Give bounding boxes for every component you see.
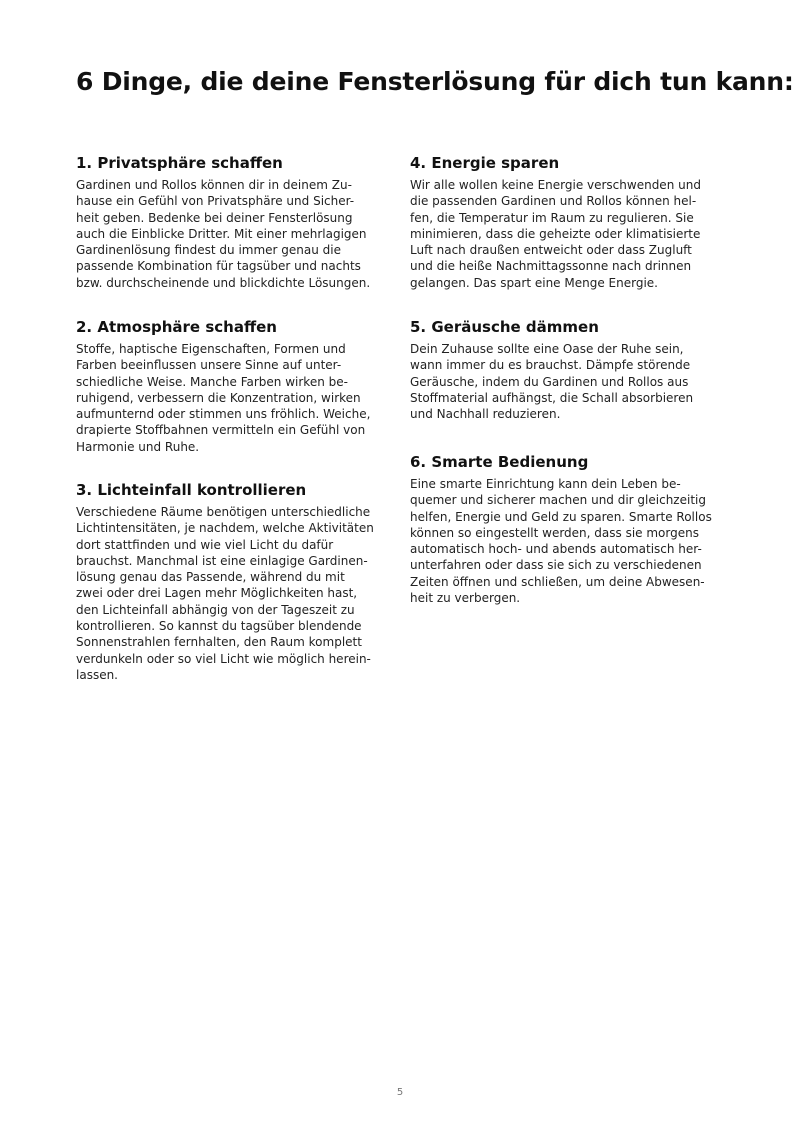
section-heading: 5. Geräusche dämmen <box>410 318 599 336</box>
body-line: gelangen. Das spart eine Menge Energie. <box>410 275 658 290</box>
section-body <box>410 476 730 606</box>
body-line: automatisch hoch- und abends automatisch her- <box>410 542 702 557</box>
body-line: Gardinenlösung findest du immer genau die <box>76 243 342 258</box>
body-line: Dein Zuhause sollte eine Oase der Ruhe sein, <box>410 342 684 356</box>
section-privatsphaere <box>76 153 396 291</box>
section-body <box>76 341 396 455</box>
section-heading: 1. Privatsphäre schaffen <box>76 154 283 172</box>
section-smarte-bedienung <box>410 452 730 606</box>
section-body <box>76 177 396 291</box>
body-line: können so eingestellt werden, dass sie morgens <box>410 525 699 540</box>
body-line: Zeiten öffnen und schließen, um deine Abwesen- <box>410 574 705 589</box>
body-line: und Nachhall reduzieren. <box>410 407 561 422</box>
section-energie <box>410 153 730 291</box>
section-body <box>76 504 396 683</box>
body-line: Gardinen und Rollos können dir in deinem Zu- <box>76 178 352 192</box>
body-line: Geräusche, indem du Gardinen und Rollos aus <box>410 374 689 389</box>
body-line: lassen. <box>76 667 118 682</box>
body-line: und die heiße Nachmittagssonne nach drinnen <box>410 259 692 274</box>
body-line: verdunkeln oder so viel Licht wie möglich herein- <box>76 651 371 666</box>
body-line: Eine smarte Einrichtung kann dein Leben be- <box>410 477 681 491</box>
body-line: lösung genau das Passende, während du mit <box>76 570 345 585</box>
body-line: fen, die Temperatur im Raum zu regulieren. Sie <box>410 210 694 225</box>
section-lichteinfall <box>76 480 396 683</box>
body-line: ruhigend, verbessern die Konzentration, wirken <box>76 390 361 405</box>
body-line: aufmunternd oder stimmen uns fröhlich. Weiche, <box>76 407 371 422</box>
body-line: Stoffmaterial aufhängst, die Schall absorbieren <box>410 390 694 405</box>
body-line: Verschiedene Räume benötigen unterschiedliche <box>76 505 371 519</box>
section-heading: 2. Atmosphäre schaffen <box>76 318 277 336</box>
body-line: heit zu verbergen. <box>410 591 521 606</box>
body-line: auch die Einblicke Dritter. Mit einer mehrlagigen <box>76 226 367 241</box>
body-line: Lichtintensitäten, je nachdem, welche Aktivitäten <box>76 521 374 536</box>
body-line: heit geben. Bedenke bei deiner Fensterlösung <box>76 210 353 225</box>
body-line: zwei oder drei Lagen mehr Möglichkeiten hast, <box>76 586 358 601</box>
body-line: die passenden Gardinen und Rollos können hel- <box>410 194 697 209</box>
body-line: passende Kombination für tagsüber und nachts <box>76 259 361 274</box>
body-line: bzw. durchscheinende und blickdichte Lösungen. <box>76 275 371 290</box>
section-heading: 6. Smarte Bedienung <box>410 453 589 471</box>
section-heading: 4. Energie sparen <box>410 154 560 172</box>
body-line: dort stattfinden und wie viel Licht du dafür <box>76 537 334 552</box>
section-body <box>410 341 730 422</box>
body-line: drapierte Stoffbahnen vermitteln ein Gefühl von <box>76 423 366 438</box>
body-line: den Lichteinfall abhängig von der Tageszeit zu <box>76 602 355 617</box>
section-body <box>410 177 730 291</box>
body-line: helfen, Energie und Geld zu sparen. Smarte Rollos <box>410 509 712 524</box>
body-line: Stoffe, haptische Eigenschaften, Formen und <box>76 342 346 356</box>
body-line: wann immer du es brauchst. Dämpfe störende <box>410 358 691 373</box>
body-line: hause ein Gefühl von Privatsphäre und Sicher- <box>76 194 355 209</box>
body-line: quemer und sicherer machen und dir gleichzeitig <box>410 493 706 508</box>
body-line: Harmonie und Ruhe. <box>76 439 200 454</box>
body-line: brauchst. Manchmal ist eine einlagige Gardinen- <box>76 553 368 568</box>
body-line: Wir alle wollen keine Energie verschwenden und <box>410 178 701 192</box>
section-geraeusche <box>410 317 730 422</box>
body-line: Farben beeinflussen unsere Sinne auf unter- <box>76 358 342 373</box>
body-line: Luft nach draußen entweicht oder dass Zugluft <box>410 243 692 258</box>
page-title: 6 Dinge, die deine Fensterlösung für dich tun kann: <box>76 67 794 96</box>
section-heading: 3. Lichteinfall kontrollieren <box>76 481 307 499</box>
section-atmosphaere <box>76 317 396 455</box>
body-line: minimieren, dass die geheizte oder klimatisierte <box>410 226 701 241</box>
body-line: kontrollieren. So kannst du tagsüber blendende <box>76 619 362 634</box>
page-number: 5 <box>396 1087 404 1098</box>
body-line: Sonnenstrahlen fernhalten, den Raum komplett <box>76 635 362 650</box>
body-line: unterfahren oder dass sie sich zu verschiedenen <box>410 558 702 573</box>
body-line: schiedliche Weise. Manche Farben wirken be- <box>76 374 348 389</box>
